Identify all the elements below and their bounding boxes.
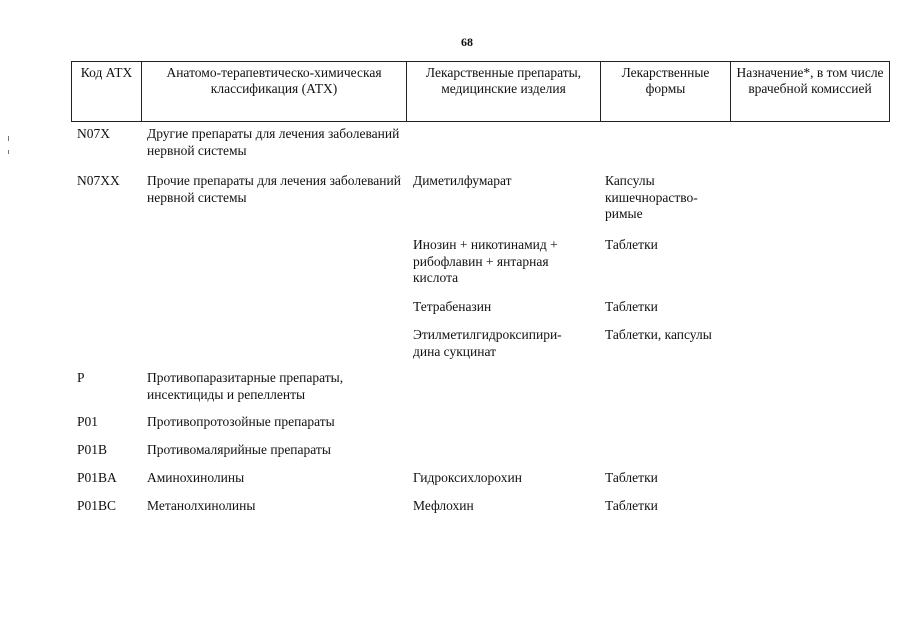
row-classification: Противопротозойные препараты bbox=[147, 414, 335, 429]
row-form: Таблетки bbox=[605, 498, 658, 513]
row-code: P01BA bbox=[77, 470, 117, 485]
row-code: P01 bbox=[77, 414, 99, 429]
header-row bbox=[72, 62, 890, 122]
row-form: Таблетки, капсулы bbox=[605, 327, 712, 342]
row-code: N07X bbox=[77, 126, 110, 141]
row-code: P bbox=[77, 370, 85, 385]
header-drugs: Лекарственные препараты, медицинские изделия bbox=[407, 62, 601, 122]
row-classification: Противомалярийные препараты bbox=[147, 442, 331, 457]
table-header bbox=[71, 61, 890, 122]
row-classification: Другие препараты для лечения заболеваний нервной системы bbox=[147, 126, 400, 158]
scan-mark bbox=[8, 150, 9, 154]
header-classification: Анатомо-терапевтическо-химическая классификация (АТХ) bbox=[142, 62, 407, 122]
row-form: Таблетки bbox=[605, 237, 658, 252]
row-code: P01B bbox=[77, 442, 108, 457]
row-form: Таблетки bbox=[605, 299, 658, 314]
row-classification: Противопаразитарные препараты, инсектициды и репелленты bbox=[147, 370, 344, 402]
row-code: P01BC bbox=[77, 498, 117, 513]
row-classification: Метанолхинолины bbox=[147, 498, 256, 513]
scan-mark bbox=[8, 136, 9, 141]
row-drug: Мефлохин bbox=[413, 498, 474, 513]
row-drug: Диметилфумарат bbox=[413, 173, 512, 188]
row-drug: Гидроксихлорохин bbox=[413, 470, 522, 485]
row-drug: Этилметилгидроксипири-дина сукцинат bbox=[413, 327, 562, 359]
header-forms: Лекарственные формы bbox=[601, 62, 731, 122]
row-form: Таблетки bbox=[605, 470, 658, 485]
row-drug: Инозин + никотинамид + рибофлавин + янтарная кислота bbox=[413, 237, 558, 285]
row-classification: Аминохинолины bbox=[147, 470, 245, 485]
header-code: Код АТХ bbox=[72, 62, 142, 122]
header-purpose: Назначение*, в том числе врачебной комиссией bbox=[731, 62, 890, 122]
row-form: Капсулы кишечнораство-римые bbox=[605, 173, 698, 221]
page-number: 68 bbox=[461, 35, 473, 49]
row-code: N07XX bbox=[77, 173, 120, 188]
row-drug: Тетрабеназин bbox=[413, 299, 492, 314]
row-classification: Прочие препараты для лечения заболеваний нервной системы bbox=[147, 173, 401, 205]
